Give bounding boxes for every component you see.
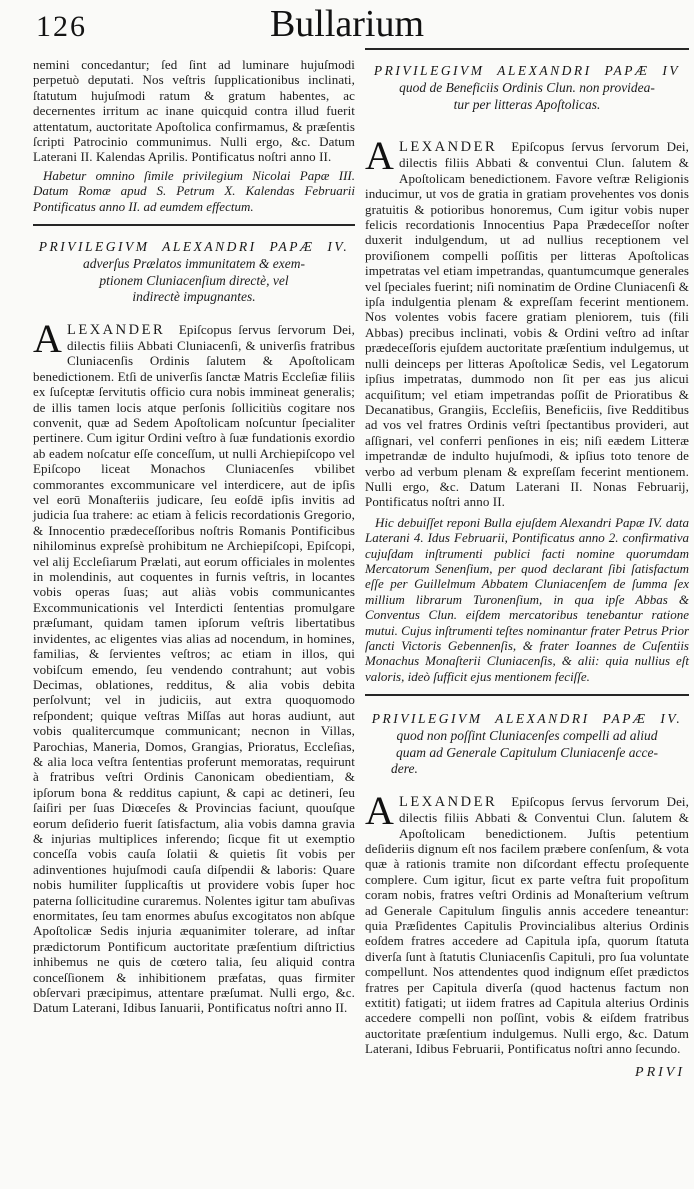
page-number: 126 <box>36 10 87 43</box>
right-section1-body <box>365 133 689 510</box>
privilege-subtitle-line: tur per litteras Apoſtolicas. <box>453 96 601 112</box>
left-column <box>33 57 355 1016</box>
lead-word: LEXANDER <box>399 139 498 155</box>
drop-cap: A <box>365 787 394 833</box>
right-section2-body <box>365 787 689 1057</box>
privilege-subtitle-line: dere. <box>391 761 418 777</box>
right-italic-note: Hic debuiſſet reponi Bulla ejuſdem Alexandri Papæ IV. data Laterani 4. Idus Februarii, Pontificatus anno 2. confirmativa cujuſdam inſtrumenti publici facti nomine quorumdam Mercatorum Senenſium, per quod declarant ſibi ſatisfactum eſſe per Guillelmum Abbatem Cluniacenſem de ſumma ſex millium librarum Turonenſium, in qua ipſe Abbas & Conventus Clun. eiſdem mercatoribus tenebantur ratione mutui. Cujus inſtrumenti teſtes nominantur frater Petrus Prior ſancti Victoris Gebennenſis, & frater Ioannes de Cuſentiis Monachus Monaſterii Cluniacenſis, & alii: quia nullius eſt valoris, ideò ſufficit ejus mentionem feciſſe. <box>365 514 689 684</box>
body-text-run: Epiſcopus ſervus ſervorum Dei, dilectis filiis Abbati Cluniacenſi, & univerſis fratribus Cluniacenſis Ordinis ſalutem & Apoſtolicam benedictionem. Etſi de univerſis ſanctæ Matris Eccleſiæ filiis ex ſuſceptæ ſervitutis officio cura nobis immineat generalis; de illis tamen locis atque perſonis ſollicitiùs cogitare nos convenit, quæ ad Sedem Apoſtolicam noſcuntur ſpecialiter pertinere. Cum igitur Ordini veſtro à ſuæ fundationis exordio ab eadem noſcatur eſſe conceſſum, ut nulli Archiepiſcopo vel Epiſcopo liceat Monachos Cluniacenſes vbilibet commorantes excommunicare vel interdicere, aut de ipſis vel eorū Monaſteriis judicare, ſeu eoſdē ipſis invitis ad judicia ſua trahere: ac etiam à felicis recordationis Gregorio, & Innocentio prædeceſſoribus noſtris Romanis Pontificibus nihilominus expreſsè prohibitum ne Archiepiſcopi, Epiſcopi, vel alij Eccleſiarum Prælati, aut eorum officiales in molentes in molendinis, aut coquentes in furnis veſtris, in locantes vobis operas ſuas; aut aliàs vobis communicantes Excommunicationis vel Interdicti ſententias promulgare præſumant, quidam tamen ipſorum veſtris libertatibus invidentes, ac eligentes vias alias ad nocendum, in homines, familias, & ſervientes veſtros; ac etiam in illos, qui vobiſcum emendo, ſeu vendendo contrahunt; aut vobis Decimas, oblationes, redditus, & alia vobis debita perſolvunt; vel in judiciis, aut extra quoquomodo reſpondent; quique veſtras Miſſas aut horas audiunt, aut vobis qualitercumque communicant; necnon in Villas, Parochias, Maneria, Domos, Grangias, Prioratus, Eccleſias, & alia loca veſtra ſententias proferunt memoratas, requirunt à fratribus veſtri Ordinis Canonicam obedientiam, & ipſorum bona & redditus capiunt, & capi ac detineri, ſeu ſaiſiri per ſuas Diœceſes & Provincias faciunt, quouſque eorum deſiderio fuerit ſatisfactum, alia vobis damna gravia & injurias multiplices inferendo; ſicque fit ut exemptio conceſſa vobis cauſa ſolatii & quietis ſit vobis per adinventiones hujuſmodi cauſa diſpendii & laboris: Quare nobis humiliter ſupplicaſtis ut providere vobis ſuper hoc paterna ſollicitudine curaremus. Nolentes igitur tam abuſivas enormitates, ſeu tam enormes abuſus excogitatos non abſque Apoſtolicæ Sedis injuria æquanimiter tolerare, ad inſtar prædictorum Pontificum auctoritate præſentium diſtrictius inhibemus ne quis de cœtero talia, ſeu aliquid contra conceſſionem & inhibitionem præfatas, quas firmiter obſervari præcipimus, attentare præſumat. Nulli ergo, &c. Datum Laterani, Idibus Ianuarii, Pontificatus noſtri anno II. <box>33 321 356 1016</box>
divider-rule <box>365 694 689 696</box>
lead-word: LEXANDER <box>67 321 166 338</box>
drop-cap: A <box>365 133 394 178</box>
privilege-title: PRIVILEGIVM ALEXANDRI PAPÆ IV. <box>371 711 683 727</box>
right-section1-heading <box>365 62 689 113</box>
privilege-subtitle-line: ptionem Cluniacenſium directè, vel <box>99 272 289 288</box>
body-text-run: Epiſcopus ſervus ſervorum Dei, dilectis filiis Abbati & Conventui Clun. ſalutem & Apoſtolicam benedictionem. Juſtis petentium deſideriis dignum eſt nos facilem præbere conſenſum, & vota quæ à rationis tramite non diſcordant effectu proſequente complere. Cum igitur, ſicut ex parte veſtra fuit propoſitum coram nobis, fratres veſtri Ordinis ad Monaſterium veſtrum ad Generale Capitulum ſingulis annis accedere teneantur: quia Præſidentes Capitulis Provincialibus alterius Ordinis eoſdem fratres accedere ad Capitula ipſa, quorum ſtatuta diverſa ſunt à ſtatutis Cluniacenſis Capituli, pro ſua voluntate compellunt. Nos attendentes quod indignum eſſet prædictos fratres per Capitula diverſa (quod hactenus factum non extitit) fatigati; ut iidem fratres ad Capitula alterius Ordinis accedere compelli non poſſint, vobis & eiſdem fratribus auctoritate præſentium indulgemus. Nulli ergo, &c. Datum Laterani, Idibus Februarii, Pontificatus noſtri anno ſecundo. <box>365 793 689 1057</box>
page-title: Bullarium <box>269 3 425 45</box>
left-italic-note: Habetur omnino ſimile privilegium Nicolai Papæ III. Datum Romæ apud S. Petrum X. Kalendas Februarii Pontificatus anno II. ad eumdem effectum. <box>33 167 355 214</box>
left-paragraph-continuation: nemini concedantur; ſed ſint ad luminare hujuſmodi perpetuò deputati. Nos veſtris ſupplicationibus inclinati, ſtatutum hujuſmodi ratum & gratum habentes, ac decernentes irritum ac inane quicquid contra illud fuerit attentatum, auctoritate Apoſtolica confirmamus, & præſentis ſcripti Patrocinio communimus. Nulli ergo, &c. Datum Laterani II. Kalendas Aprilis. Pontificatus noſtri anno II. <box>33 57 355 165</box>
privilege-subtitle-line: quod non poſſint Cluniacenſes compelli ad aliud <box>396 728 658 744</box>
privilege-subtitle-line: adverſus Prælatos immunitatem & exem- <box>83 256 305 272</box>
right-section2-heading <box>365 710 689 778</box>
body-text-run: Epiſcopus ſervus ſervorum Dei, dilectis filiis Abbati & conventui Clun. ſalutem & Apoſtolicam benedictionem. Favore veſtræ Religionis inducimur, ut vos de gratia in gratiam provehentes vos donis gratuitis & potioribus honoremus, Cum igitur vobis nuper felicis recordationis Innocentius Papa Prædeceſſor noſter duxerit indulgendum, ut ad nullius receptionem vel proviſionem compelli poſſitis per litteras Apoſtolicas impetratas vel etiam impetrandas, quantumcumque generales vel ſpeciales fuerint; niſi nominatim de Ordine Cluniacenſi & ipſa indulgentia plenam & expreſſam fecerint mentionem. Nos volentes vobis facere gratiam pleniorem, tuis (fili Abbas) precibus inclinati, vobis & Ordini veſtro ad inſtar prædeceſſoris ejuſdem auctoritate præſentium indulgemus, ut nulli deinceps per litteras Apoſtolicæ Sedis, vel Legatorum ipſius impetratas, dummodo non ſit per eas jus alicui acquiſitum; vel etiam impetrandas poſſit de Prioratibus & Decanatibus, Grangiis, Eccleſiis, Beneficiis, ſive Redditibus ad vos vel fratres Ordinis veſtri ſpectantibus provideri, aut aſſignari, vel conferri penſiones in eis; niſi eædem Litteræ impetrandæ de indulto hujuſmodi, & ipſius toto tenore de verbo ad verbum plenam & expreſſam fecerint mentionem. Nulli ergo, &c. Datum Laterani II. Nonas Februarij, Pontificatus noſtri anno II. <box>365 139 689 510</box>
privilege-subtitle-line: quam ad Generale Capitulum Cluniacenſe acce- <box>395 744 659 760</box>
privilege-title: PRIVILEGIVM ALEXANDRI PAPÆ IV. <box>38 239 350 255</box>
lead-word: LEXANDER <box>399 793 498 810</box>
privilege-subtitle-line: indirectè impugnantes. <box>132 289 256 305</box>
privilege-subtitle-line: quod de Beneficiis Ordinis Clun. non providea- <box>399 80 655 95</box>
right-column <box>365 46 689 1081</box>
divider-rule <box>365 48 689 50</box>
privilege-title: PRIVILEGIVM ALEXANDRI PAPÆ IV <box>373 63 681 78</box>
drop-cap: A <box>33 315 62 361</box>
left-section-body <box>33 315 356 1016</box>
divider-rule <box>33 224 355 226</box>
catchword: PRIVI <box>635 1064 685 1080</box>
left-section-heading <box>33 238 355 306</box>
